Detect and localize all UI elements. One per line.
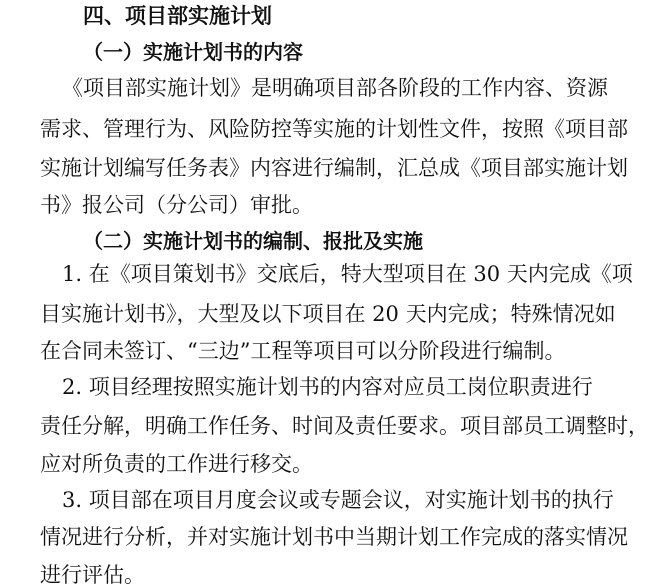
paragraph-line: 2. 项目经理按照实施计划书的内容对应员工岗位职责进行 [62, 375, 593, 399]
paragraph-line: 实施计划编写任务表》内容进行编制，汇总成《项目部实施计划 [40, 156, 628, 180]
paragraph-line: 在合同未签订、“三边”工程等项目可以分阶段进行编制。 [40, 339, 566, 363]
paragraph-line: 3. 项目部在项目月度会议或专题会议，对实施计划书的执行 [62, 488, 614, 512]
paragraph-line: 1. 在《项目策划书》交底后，特大型项目在 30 天内完成《项 [62, 262, 633, 286]
subsection-heading-1: （一）实施计划书的内容 [83, 40, 303, 64]
paragraph-line: 进行评估。 [40, 563, 145, 587]
paragraph-line: 目实施计划书》，大型及以下项目在 20 天内完成；特殊情况如 [40, 302, 616, 326]
section-heading: 四、项目部实施计划 [83, 4, 272, 28]
paragraph-line: 情况进行分析，并对实施计划书中当期计划工作完成的落实情况 [40, 525, 628, 549]
paragraph-line: 需求、管理行为、风险防控等实施的计划性文件，按照《项目部 [40, 117, 628, 141]
paragraph-line: 责任分解，明确工作任务、时间及责任要求。项目部员工调整时， [40, 414, 649, 438]
paragraph-line: 应对所负责的工作进行移交。 [40, 452, 313, 476]
paragraph-line: 《项目部实施计划》是明确项目部各阶段的工作内容、资源 [62, 76, 608, 100]
subsection-heading-2: （二）实施计划书的编制、报批及实施 [83, 229, 423, 253]
paragraph-line: 书》报公司（分公司）审批。 [40, 193, 313, 217]
